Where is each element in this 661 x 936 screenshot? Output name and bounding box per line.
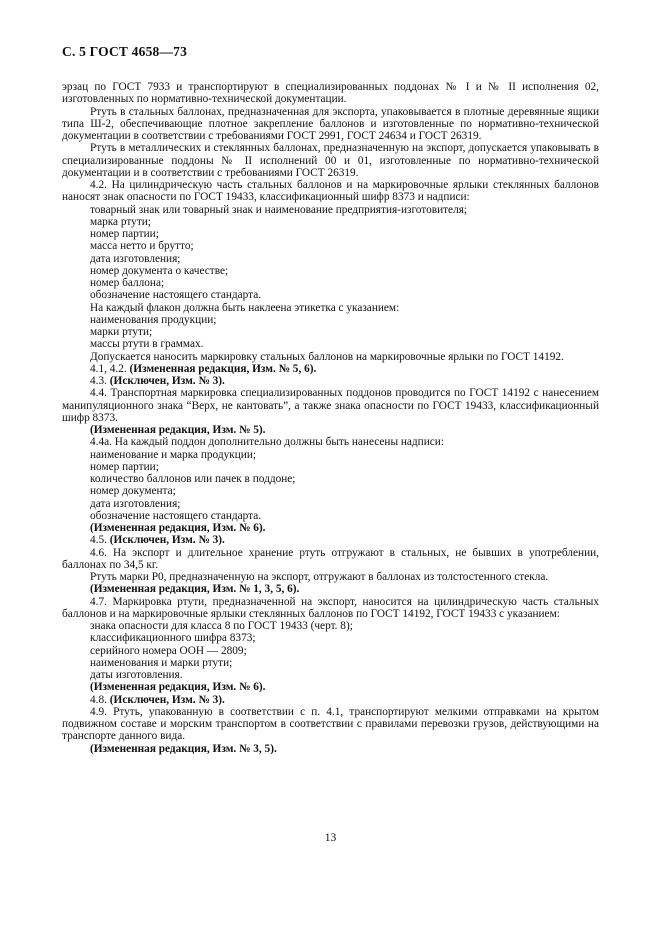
paragraph: Ртуть в металлических и стеклянных баллонах, предназначенную на экспорт, допускается упаковывать в специализированные поддоны № II исполнений 00 и 01, изготовленные по нормативно-технической документации и в соответствии с требованиями ГОСТ 26319. <box>62 142 599 179</box>
paragraph: 4.9. Ртуть, упакованную в соответствии с п. 4.1, транспортируют мелкими отправками на крытом подвижном составе и морским транспортом в соответствии с правилами перевозки грузов, действующими на транспорте данного вида. <box>62 705 599 743</box>
clause-number: 4.1, 4.2. <box>90 362 130 375</box>
list-item: массы ртути в граммах. <box>90 338 204 351</box>
amendment-note <box>62 522 599 534</box>
paragraph <box>62 375 599 387</box>
list-item: номер документа; <box>90 485 176 498</box>
page-number: 13 <box>324 832 337 844</box>
paragraph: 4.6. На экспорт и длительное хранение ртуть отгружают в стальных, не бывших в употреблении, баллонах по 34,5 кг. <box>62 546 599 571</box>
paragraph: 4.2. На цилиндрическую часть стальных баллонов и на маркировочные ярлыки стеклянных баллонов наносят знак опасности по ГОСТ 19433, классификационный шифр 8373 и надписи: <box>62 179 599 204</box>
amendment-note: (Исключен, Изм. № 3). <box>109 534 225 547</box>
list-item: наименования продукции; <box>90 313 217 326</box>
paragraph: 4.4а. На каждый поддон дополнительно должны быть нанесены надписи: <box>90 436 444 449</box>
amendment-note: (Исключен, Изм. № 3). <box>109 693 225 706</box>
amendment-note: (Измененная редакция, Изм. № 6). <box>90 522 266 534</box>
paragraph: Ртуть в стальных баллонах, предназначенная для экспорта, упаковывается в плотные деревянные ящики типа Ш-2, обеспечивающие плотное закрепление баллонов и изготовленные по нормативно-технической документации в соответствии с требованиями ГОСТ 2991, ГОСТ 24634 и ГОСТ 26319. <box>62 105 599 142</box>
amendment-note: (Измененная редакция, Изм. № 5, 6). <box>129 362 317 375</box>
paragraph: 4.4. Транспортная маркировка специализированных поддонов проводится по ГОСТ 14192 с нанесением манипуляционного знака “Верх, не кантовать”, а также знака опасности по ГОСТ 19433, классификационный шифр 8373. <box>62 387 599 424</box>
amendment-note <box>62 681 599 693</box>
list-item: номер партии; <box>90 228 159 240</box>
amendment-note <box>62 583 599 595</box>
list-item: На каждый флакон должна быть наклеена этикетка с указанием: <box>90 301 400 314</box>
list-item: знака опасности для класса 8 по ГОСТ 19433 (черт. 8); <box>90 620 353 632</box>
list-item: наименования и марки ртути; <box>90 656 233 669</box>
list-item: марки ртути; <box>90 326 153 338</box>
clause-number: 4.3. <box>90 375 110 387</box>
list-item: количество баллонов или пачек в поддоне; <box>90 473 296 485</box>
page-header: С. 5 ГОСТ 4658—73 <box>62 44 188 59</box>
list-item: номер партии; <box>90 460 159 473</box>
list-item: наименование и марка продукции; <box>90 448 257 461</box>
paragraph: эрзац по ГОСТ 7933 и транспортируют в специализированных поддонах № I и № II исполнения 02, изготовленных по нормативно-технической документации. <box>62 81 599 106</box>
amendment-note: (Измененная редакция, Изм. № 3, 5). <box>90 742 277 755</box>
list-item: дата изготовления; <box>90 497 181 510</box>
amendment-note <box>62 424 599 436</box>
clause-number: 4.5. <box>90 534 110 547</box>
list-item: обозначение настоящего стандарта. <box>90 509 262 522</box>
paragraph <box>62 694 599 706</box>
paragraph <box>62 363 599 375</box>
list-item: обозначение настоящего стандарта. <box>90 289 262 302</box>
amendment-note: (Измененная редакция, Изм. № 6). <box>90 681 266 694</box>
amendment-note: (Измененная редакция, Изм. № 1, 3, 5, 6). <box>90 583 300 596</box>
paragraph: 4.7. Маркировка ртути, предназначенной на экспорт, наносится на цилиндрическую часть стальных баллонов и на маркировочные ярлыки стеклянных баллонов по ГОСТ 14192, ГОСТ 19433 с указанием: <box>62 595 599 620</box>
list-item: марка ртути; <box>90 215 151 228</box>
paragraph: Ртуть марки Р0, предназначенную на экспорт, отгружают в баллонах из толстостенного стекла. <box>90 571 549 583</box>
list-item: серийного номера ООН — 2809; <box>90 644 247 657</box>
paragraph <box>62 534 599 546</box>
amendment-note: (Измененная редакция, Изм. № 5). <box>90 424 266 436</box>
clause-number: 4.8. <box>90 693 110 706</box>
list-item: номер баллона; <box>90 277 165 289</box>
list-item: классификационного шифра 8373; <box>90 632 256 645</box>
document-body <box>62 81 599 755</box>
list-item: даты изготовления. <box>90 669 183 681</box>
list-item: масса нетто и брутто; <box>90 240 194 253</box>
paragraph: Допускается наносить маркировку стальных баллонов на маркировочные ярлыки по ГОСТ 14192. <box>90 350 564 363</box>
list-item: товарный знак или товарный знак и наименование предприятия-изготовителя; <box>90 203 468 216</box>
amendment-note <box>62 743 599 755</box>
list-item: дата изготовления; <box>90 252 181 265</box>
amendment-note: (Исключен, Изм. № 3). <box>109 375 225 387</box>
list-item: номер документа о качестве; <box>90 264 229 277</box>
